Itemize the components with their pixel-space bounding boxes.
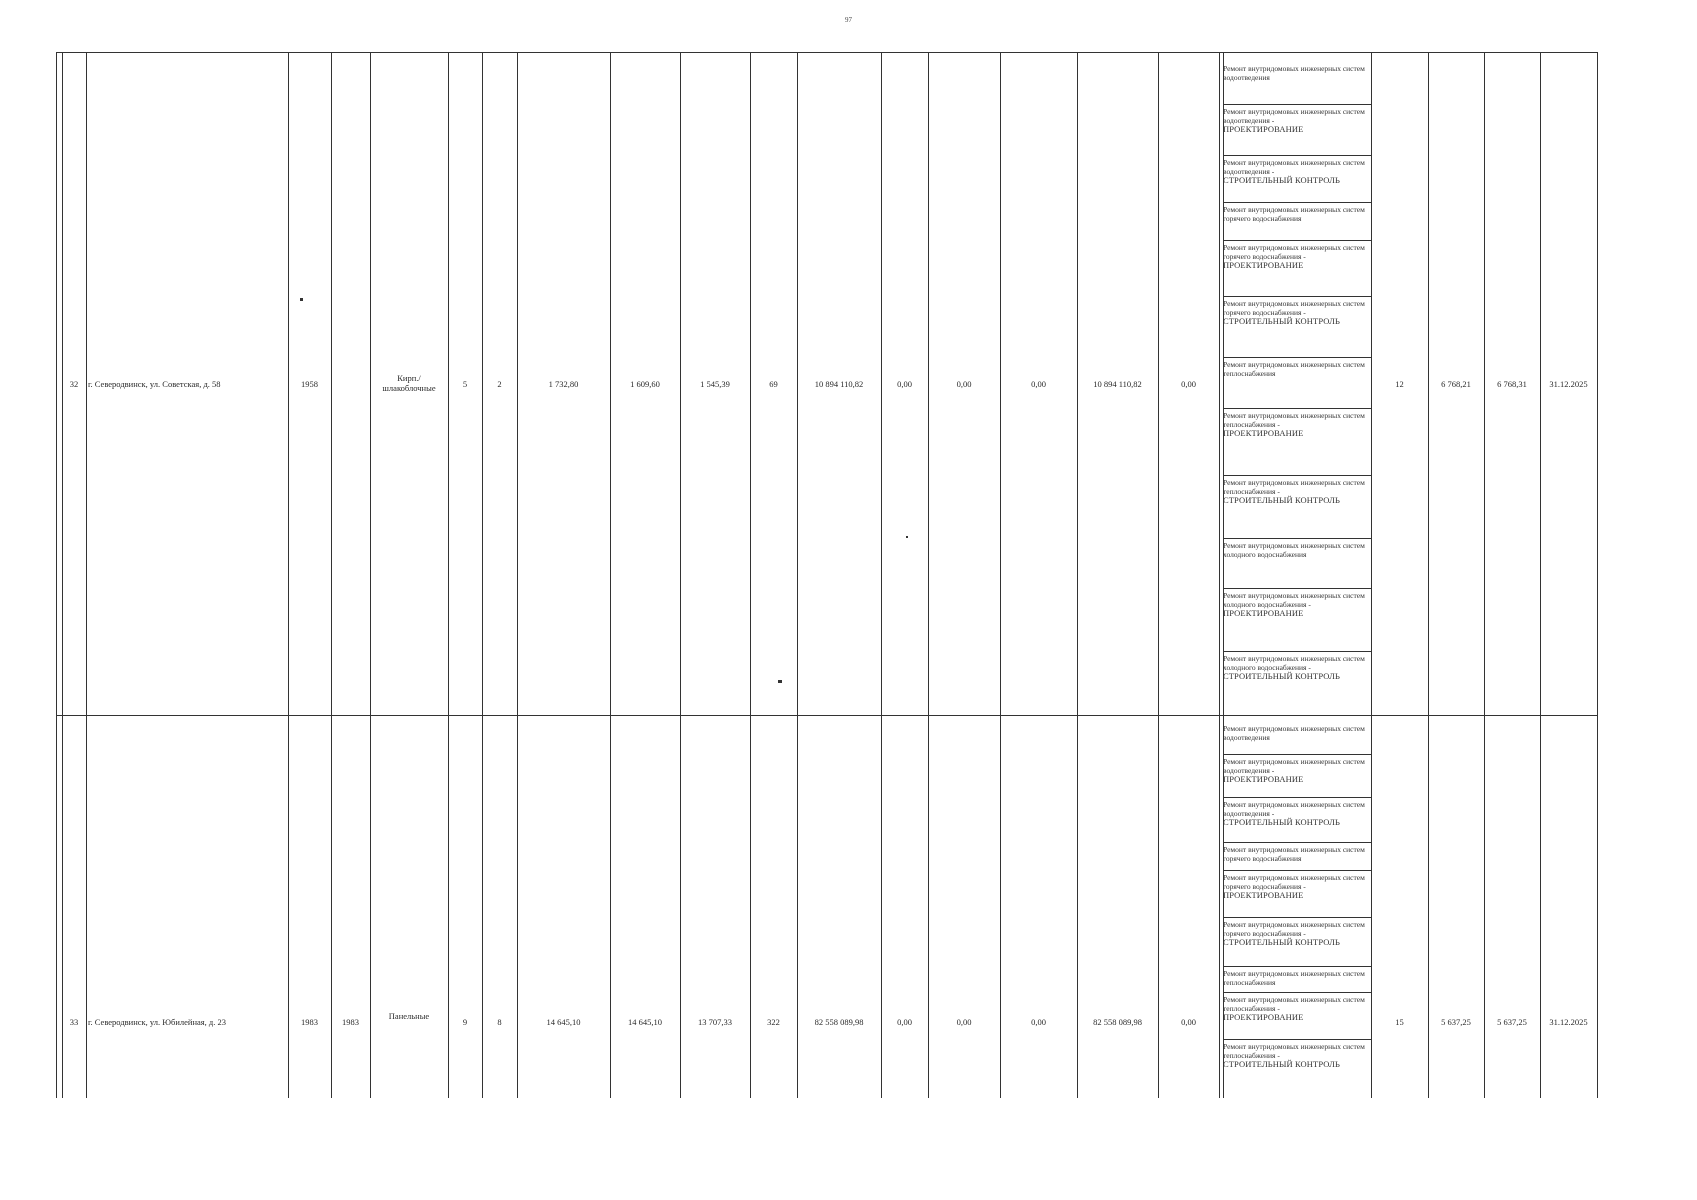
table-gridline	[370, 52, 371, 1098]
other-cost-cell: 0,00	[1181, 379, 1196, 389]
work-description: Ремонт внутридомовых инженерных систем горячего водоснабжения -	[1223, 873, 1365, 891]
total-area-cell: 14 645,10	[546, 1017, 581, 1027]
work-stage: СТРОИТЕЛЬНЫЙ КОНТРОЛЬ	[1223, 937, 1340, 947]
work-item	[1223, 842, 1371, 870]
work-stage: ПРОЕКТИРОВАНИЕ	[1223, 428, 1304, 438]
work-description: Ремонт внутридомовых инженерных систем теплоснабжения -	[1223, 995, 1365, 1013]
work-description: Ремонт внутридомовых инженерных систем теплоснабжения	[1223, 360, 1365, 378]
work-stage: СТРОИТЕЛЬНЫЙ КОНТРОЛЬ	[1223, 817, 1340, 827]
page-number: 97	[845, 16, 852, 24]
work-description: Ремонт внутридомовых инженерных систем горячего водоснабжения	[1223, 845, 1365, 863]
work-item	[1223, 155, 1371, 202]
table-gridline	[680, 52, 681, 1098]
table-gridline	[482, 52, 483, 1098]
table-gridline	[750, 52, 751, 1098]
work-item	[1223, 722, 1371, 754]
work-item	[1223, 966, 1371, 992]
table-gridline	[517, 52, 518, 1098]
year-built-cell: 1958	[301, 379, 318, 389]
count-cell: 12	[1395, 379, 1404, 389]
table-gridline	[448, 52, 449, 1098]
deadline-cell: 31.12.2025	[1549, 1017, 1588, 1027]
work-description: Ремонт внутридомовых инженерных систем горячего водоснабжения -	[1223, 920, 1365, 938]
total-area-cell: 1 732,80	[548, 379, 579, 389]
row-separator	[56, 715, 1597, 716]
work-item	[1223, 588, 1371, 651]
unit-cost-cell: 6 768,21	[1441, 379, 1471, 389]
work-item	[1223, 296, 1371, 357]
wall-material-cell: Панельные	[388, 1011, 430, 1021]
work-stage: ПРОЕКТИРОВАНИЕ	[1223, 260, 1304, 270]
work-description: Ремонт внутридомовых инженерных систем водоотведения -	[1223, 158, 1365, 176]
scan-speck	[906, 536, 908, 538]
table-gridline	[1540, 52, 1541, 1098]
residential-area-cell: 13 707,33	[698, 1017, 732, 1027]
work-description: Ремонт внутридомовых инженерных систем горячего водоснабжения -	[1223, 299, 1365, 317]
residents-cell: 69	[769, 379, 778, 389]
year-renovation-cell: 1983	[342, 1017, 359, 1027]
table-top-border	[56, 52, 1597, 53]
work-stage: ПРОЕКТИРОВАНИЕ	[1223, 890, 1304, 900]
table-gridline	[1484, 52, 1485, 1098]
work-item	[1223, 651, 1371, 715]
table-gridline	[1077, 52, 1078, 1098]
premises-area-cell: 14 645,10	[628, 1017, 662, 1027]
work-stage: ПРОЕКТИРОВАНИЕ	[1223, 608, 1304, 618]
table-gridline	[797, 52, 798, 1098]
work-description: Ремонт внутридомовых инженерных систем водоотведения	[1223, 64, 1365, 82]
work-description: Ремонт внутридомовых инженерных систем холодного водоснабжения -	[1223, 654, 1365, 672]
work-item	[1223, 202, 1371, 240]
work-stage: СТРОИТЕЛЬНЫЙ КОНТРОЛЬ	[1223, 495, 1340, 505]
table-gridline	[1219, 52, 1220, 1098]
work-item	[1223, 870, 1371, 917]
year-built-cell: 1983	[301, 1017, 318, 1027]
scan-speck	[300, 298, 303, 301]
cost-a-cell: 0,00	[897, 379, 912, 389]
cost-c-cell: 0,00	[1031, 1017, 1046, 1027]
work-stage: ПРОЕКТИРОВАНИЕ	[1223, 1012, 1304, 1022]
deadline-cell: 31.12.2025	[1549, 379, 1588, 389]
work-item	[1223, 754, 1371, 797]
table-gridline	[1371, 52, 1372, 1098]
work-description: Ремонт внутридомовых инженерных систем теплоснабжения -	[1223, 411, 1365, 429]
work-item	[1223, 104, 1371, 155]
work-item	[1223, 62, 1371, 104]
work-item	[1223, 240, 1371, 296]
premises-area-cell: 1 609,60	[630, 379, 660, 389]
total-cost-cell: 82 558 089,98	[814, 1017, 864, 1027]
work-description: Ремонт внутридомовых инженерных систем холодного водоснабжения -	[1223, 591, 1365, 609]
cost-c-cell: 0,00	[1031, 379, 1046, 389]
wall-material-cell: Кирп./ шлакоблочные	[382, 373, 436, 393]
table-gridline	[1158, 52, 1159, 1098]
owners-cost-cell: 82 558 089,98	[1093, 1017, 1142, 1027]
work-item	[1223, 1039, 1371, 1097]
row-number: 32	[69, 379, 79, 389]
work-item	[1223, 797, 1371, 842]
work-stage: ПРОЕКТИРОВАНИЕ	[1223, 124, 1304, 134]
cost-b-cell: 0,00	[956, 379, 972, 389]
row-number: 33	[69, 1017, 79, 1027]
work-item	[1223, 992, 1371, 1039]
work-stage: ПРОЕКТИРОВАНИЕ	[1223, 774, 1304, 784]
table-gridline	[331, 52, 332, 1098]
entrances-cell: 8	[497, 1017, 502, 1027]
work-description: Ремонт внутридомовых инженерных систем водоотведения -	[1223, 800, 1365, 818]
table-gridline	[1000, 52, 1001, 1098]
scan-speck	[778, 680, 782, 683]
work-stage: СТРОИТЕЛЬНЫЙ КОНТРОЛЬ	[1223, 316, 1340, 326]
table-gridline	[1428, 52, 1429, 1098]
table-gridline	[928, 52, 929, 1098]
address-cell: г. Северодвинск, ул. Советская, д. 58	[88, 379, 221, 389]
work-description: Ремонт внутридомовых инженерных систем водоотведения -	[1223, 107, 1365, 125]
work-description: Ремонт внутридомовых инженерных систем водоотведения	[1223, 724, 1365, 742]
work-item	[1223, 475, 1371, 538]
unit-cost-cell: 5 637,25	[1441, 1017, 1471, 1027]
unit-cost-limit-cell: 6 768,31	[1497, 379, 1527, 389]
owners-cost-cell: 10 894 110,82	[1093, 379, 1142, 389]
table-gridline	[62, 52, 63, 1098]
work-description: Ремонт внутридомовых инженерных систем теплоснабжения -	[1223, 1042, 1365, 1060]
address-cell: г. Северодвинск, ул. Юбилейная, д. 23	[88, 1017, 227, 1027]
work-description: Ремонт внутридомовых инженерных систем горячего водоснабжения -	[1223, 243, 1365, 261]
work-stage: СТРОИТЕЛЬНЫЙ КОНТРОЛЬ	[1223, 671, 1340, 681]
cost-a-cell: 0,00	[897, 1017, 912, 1027]
total-cost-cell: 10 894 110,82	[814, 379, 864, 389]
work-stage: СТРОИТЕЛЬНЫЙ КОНТРОЛЬ	[1223, 1059, 1340, 1069]
work-stage: СТРОИТЕЛЬНЫЙ КОНТРОЛЬ	[1223, 175, 1340, 185]
table-gridline	[56, 52, 57, 1098]
table-gridline	[881, 52, 882, 1098]
work-item	[1223, 357, 1371, 408]
work-item	[1223, 538, 1371, 588]
cost-b-cell: 0,00	[956, 1017, 972, 1027]
work-description: Ремонт внутридомовых инженерных систем холодного водоснабжения	[1223, 541, 1365, 559]
residents-cell: 322	[767, 1017, 780, 1027]
work-description: Ремонт внутридомовых инженерных систем теплоснабжения	[1223, 969, 1365, 987]
work-description: Ремонт внутридомовых инженерных систем горячего водоснабжения	[1223, 205, 1365, 223]
entrances-cell: 2	[497, 379, 502, 389]
table-gridline	[288, 52, 289, 1098]
count-cell: 15	[1395, 1017, 1404, 1027]
table-gridline	[610, 52, 611, 1098]
unit-cost-limit-cell: 5 637,25	[1497, 1017, 1527, 1027]
work-description: Ремонт внутридомовых инженерных систем водоотведения -	[1223, 757, 1365, 775]
work-description: Ремонт внутридомовых инженерных систем теплоснабжения -	[1223, 478, 1365, 496]
other-cost-cell: 0,00	[1181, 1017, 1196, 1027]
floors-cell: 9	[462, 1017, 468, 1027]
work-item	[1223, 917, 1371, 966]
table-gridline	[1597, 52, 1598, 1098]
table-gridline	[86, 52, 87, 1098]
work-item	[1223, 408, 1371, 475]
residential-area-cell: 1 545,39	[700, 379, 730, 389]
floors-cell: 5	[462, 379, 468, 389]
